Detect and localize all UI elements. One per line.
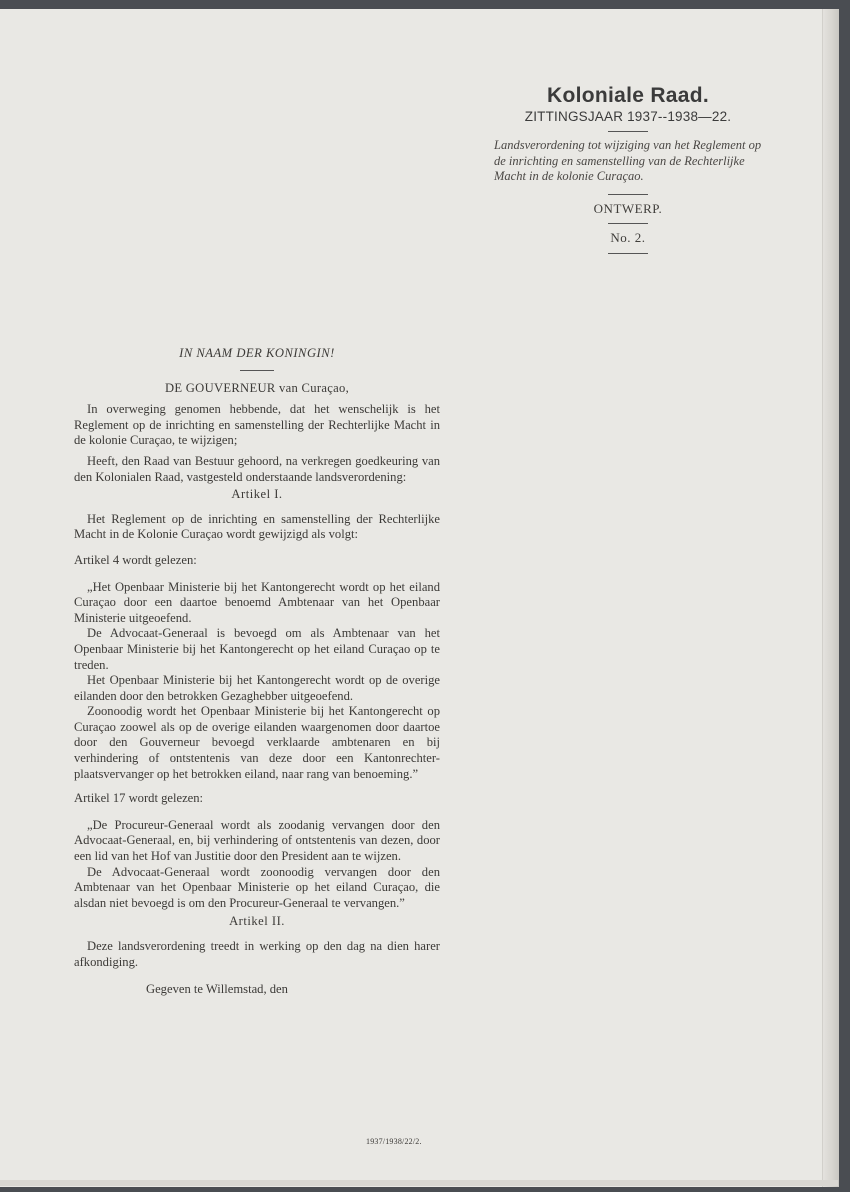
article-17-heading: Artikel 17 wordt gelezen: (74, 791, 204, 806)
article-1-title: Artikel I. (231, 487, 283, 502)
session-year: ZITTINGSJAAR 1937--1938—22. (524, 109, 732, 124)
signature-line: Gegeven te Willemstad, den (146, 982, 288, 997)
divider (608, 194, 648, 195)
divider (240, 370, 274, 371)
footer-code: 1937/1938/22/2. (366, 1137, 422, 1146)
article-2-text: Deze landsverordening treedt in werking op den dag na dien harer afkondiging. (74, 939, 440, 969)
article-17-paragraph: „De Procureur-Generaal wordt als zoodanig vervangen door den Advocaat-Generaal, en, bij verhindering of ontstentenis van dezen, door een lid van het Hof van Justitie door den President aan te wijzen. (74, 817, 440, 864)
document-number: No. 2. (610, 229, 646, 245)
article-4-paragraph: De Advocaat-Generaal is bevoegd om als Ambtenaar van het Openbaar Ministerie bij het Kantongerecht op het eiland Curaçao op te treden. (74, 626, 440, 672)
enacted-paragraph: Heeft, den Raad van Bestuur gehoord, na verkregen goedkeuring van den Kolonialen Raad, vastgesteld onderstaande landsverordening: (74, 453, 440, 484)
considering-paragraph: In overweging genomen hebbende, dat het wenschelijk is het Reglement op de inrichting en samenstelling der Rechterlijke Macht in de kolonie Curaçao, te wijzigen; (74, 402, 440, 448)
page-bottom-edge (0, 1180, 838, 1186)
article-2-title: Artikel II. (229, 914, 285, 929)
document-header (488, 84, 768, 260)
article-4-paragraph: Zoonoodig wordt het Openbaar Ministerie bij het Kantongerecht op Curaçao zoowel als op de overige eilanden waargenomen door daartoe door den Gouverneur bevoegd verklaarde ambtenaren en bij verhindering of ontstentenis van deze door een Kantonrechter-plaatsvervanger op het betrokken eiland, naar rang van benoeming.” (74, 704, 440, 781)
divider (608, 253, 648, 254)
header-description: Landsverordening tot wijziging van het Reglement op de inrichting en samenstelling van de Rechterlijke Macht in de kolonie Curaçao. (494, 138, 762, 183)
article-4-paragraph: Het Openbaar Ministerie bij het Kantongerecht wordt op de overige eilanden door den betrokken Gezaghebber uitgeoefend. (74, 673, 440, 703)
article-1-intro: Het Reglement op de inrichting en samenstelling der Rechterlijke Macht in de Kolonie Curaçao wordt gewijzigd als volgt: (74, 511, 440, 542)
article-4-heading: Artikel 4 wordt gelezen: (74, 552, 197, 567)
governor-line: DE GOUVERNEUR van Curaçao, (164, 380, 350, 395)
divider (608, 223, 648, 224)
header-title: Koloniale Raad. (546, 84, 710, 107)
divider (608, 131, 648, 132)
article-4-paragraph: „Het Openbaar Ministerie bij het Kantongerecht wordt op het eiland Curaçao door een daartoe benoemd Ambtenaar van het Openbaar Ministerie uitgeoefend. (74, 579, 440, 625)
status-label: ONTWERP. (593, 200, 663, 216)
article-17-paragraph: De Advocaat-Generaal wordt zoonoodig vervangen door den Ambtenaar van het Openbaar Ministerie op het eiland Curaçao, die alsdan niet bevoegd is om den Procureur-Generaal te vervangen.” (74, 864, 440, 910)
invocation: IN NAAM DER KONINGIN! (179, 346, 335, 360)
page-edge (822, 9, 839, 1187)
document-body (74, 346, 440, 998)
